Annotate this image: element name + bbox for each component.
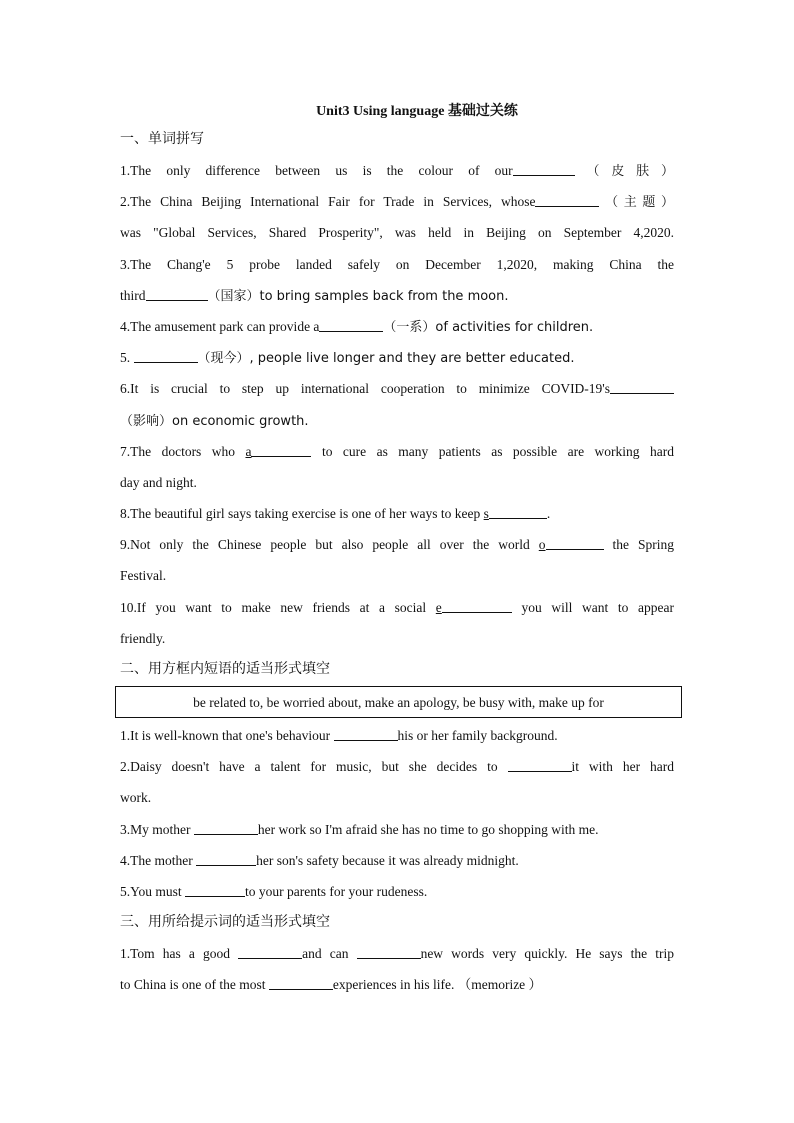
question-1-9-cont: Festival. [120,568,167,584]
question-1-8: 8.The beautiful girl says taking exercise is one of her ways to keep s . [120,506,551,522]
question-1-10-cont: friendly. [120,630,166,646]
answer-blank[interactable] [319,330,383,332]
question-1-3: 3.The Chang'e 5 probe landed safely on December 1,2020, making China the [120,256,674,272]
section-heading-spelling: 一、单词拼写 [120,131,204,147]
answer-blank[interactable] [134,361,198,363]
question-1-7-cont: day and night. [120,474,197,490]
answer-blank[interactable] [185,895,245,897]
answer-blank[interactable] [146,299,208,301]
answer-blank[interactable] [489,517,547,519]
question-1-9: 9.Not only the Chinese people but also people all over the world o the Spring [120,537,675,553]
question-2-1: 1.It is well-known that one's behaviour his or her family background. [120,728,558,743]
phrase-box: be related to, be worried about, make an apology, be busy with, make up for [115,686,682,718]
question-2-5: 5.You must to your parents for your rudeness. [120,883,428,899]
question-1-2: 2.The China Beijing International Fair for Trade in Services, whose （主题） [120,194,674,211]
question-2-2: 2.Daisy doesn't have a talent for music, but she decides to it with her hard [120,759,674,775]
answer-blank[interactable] [508,770,572,772]
question-2-4: 4.The mother her son's safety because it was already midnight. [120,852,519,868]
answer-blank[interactable] [238,957,302,959]
question-1-2-cont: was "Global Services, Shared Prosperity", was held in Beijing on September 4,2020. [120,225,674,241]
question-3-1: 1.Tom has a good and can new words very quickly. He says the trip [120,946,675,962]
question-1-5: 5. （现今）, people live longer and they are better educated. [120,350,575,367]
question-1-3-cont: third （国家）to bring samples back from the moon. [120,287,509,304]
answer-blank[interactable] [535,205,599,207]
section-heading-word-forms: 三、用所给提示词的适当形式填空 [120,914,330,931]
question-1-4: 4.The amusement park can provide a （一系）of activities for children. [120,318,594,335]
answer-blank[interactable] [194,833,258,835]
answer-blank[interactable] [357,957,421,959]
question-1-6-cont: （影响）on economic growth. [120,413,309,429]
question-1-6: 6.It is crucial to step up international cooperation to minimize COVID-19's [120,373,674,404]
answer-blank[interactable] [269,988,333,990]
question-1-10: 10.If you want to make new friends at a social e you will want to appear [120,599,675,615]
answer-blank[interactable] [334,739,398,741]
question-2-3: 3.My mother her work so I'm afraid she has no time to go shopping with me. [120,821,599,837]
question-3-1-cont: to China is one of the most experiences in his life. （memorize ） [120,977,543,993]
answer-blank[interactable] [546,548,604,550]
answer-blank[interactable] [196,864,256,866]
question-2-2-cont: work. [120,790,152,806]
answer-blank[interactable] [610,392,674,394]
answer-blank[interactable] [442,611,512,613]
question-1-1: 1.The only difference between us is the colour of our （皮肤） [120,163,674,179]
answer-blank[interactable] [251,455,311,457]
question-1-7: 7.The doctors who a to cure as many patients as possible are working hard [120,443,674,459]
page-title: Unit3 Using language 基础过关练 [316,104,518,119]
answer-blank[interactable] [513,174,575,176]
worksheet-page [120,100,674,1001]
section-heading-phrases: 二、用方框内短语的适当形式填空 [120,661,330,677]
